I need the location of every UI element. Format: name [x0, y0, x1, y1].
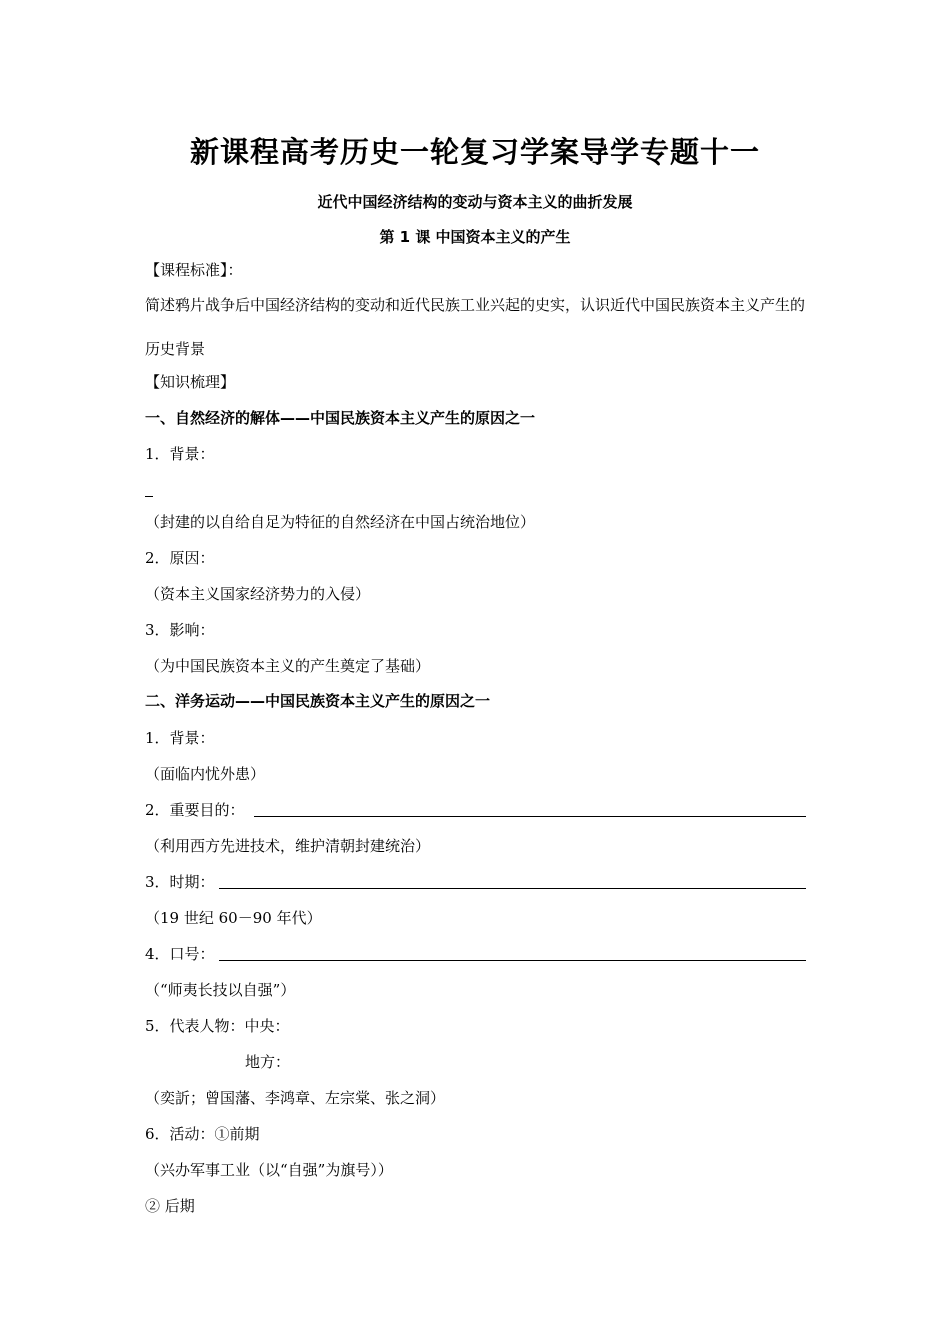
period-blank-line	[219, 888, 806, 889]
section-2-heading: 二、洋务运动——中国民族资本主义产生的原因之一	[145, 692, 491, 710]
standard-heading: 【课程标准】：	[145, 261, 243, 279]
s2-purpose-label: 2．重要目的：	[145, 801, 245, 819]
s2-activity-label: 6．活动：①前期	[145, 1125, 260, 1143]
s1-background-label: 1．背景：	[145, 445, 215, 463]
s2-slogan-answer: （“师夷长技以自强”）	[145, 981, 296, 999]
purpose-blank-line	[254, 816, 806, 817]
s1-cause-label: 2．原因：	[145, 549, 215, 567]
s2-people-local-label: 地方：	[245, 1053, 291, 1071]
s1-impact-answer: （为中国民族资本主义的产生奠定了基础）	[145, 657, 431, 675]
s2-period-answer: （19 世纪 60－90 年代）	[145, 909, 322, 927]
s1-impact-label: 3．影响：	[145, 621, 215, 639]
s2-people-label: 5．代表人物：中央：	[145, 1017, 290, 1035]
s2-slogan-label: 4．口号：	[145, 945, 215, 963]
knowledge-heading: 【知识梳理】	[145, 373, 236, 391]
standard-text: 简述鸦片战争后中国经济结构的变动和近代民族工业兴起的史实，认识近代中国民族资本主义产生的历史背景	[145, 296, 806, 358]
section-1-heading: 一、自然经济的解体——中国民族资本主义产生的原因之一	[145, 409, 536, 427]
answer-blank	[145, 496, 153, 497]
s2-people-answer: （奕訢；曾国藩、李鸿章、左宗棠、张之洞）	[145, 1089, 446, 1107]
s1-cause-answer: （资本主义国家经济势力的入侵）	[145, 585, 371, 603]
s1-background-answer: （封建的以自给自足为特征的自然经济在中国占统治地位）	[145, 513, 536, 531]
s2-purpose-answer: （利用西方先进技术，维护清朝封建统治）	[145, 837, 431, 855]
s2-activity-answer: （兴办军事工业（以“自强”为旗号））	[145, 1161, 393, 1179]
doc-title: 新课程高考历史一轮复习学案导学专题十一	[189, 135, 760, 169]
doc-subtitle: 近代中国经济结构的变动与资本主义的曲折发展	[317, 193, 633, 211]
s2-activity-later: ② 后期	[145, 1197, 195, 1215]
lesson-title: 第 1 课 中国资本主义的产生	[379, 228, 571, 246]
s2-background-answer: （面临内忧外患）	[145, 765, 266, 783]
s2-background-label: 1．背景：	[145, 729, 215, 747]
s2-period-label: 3．时期：	[145, 873, 215, 891]
slogan-blank-line	[219, 960, 806, 961]
